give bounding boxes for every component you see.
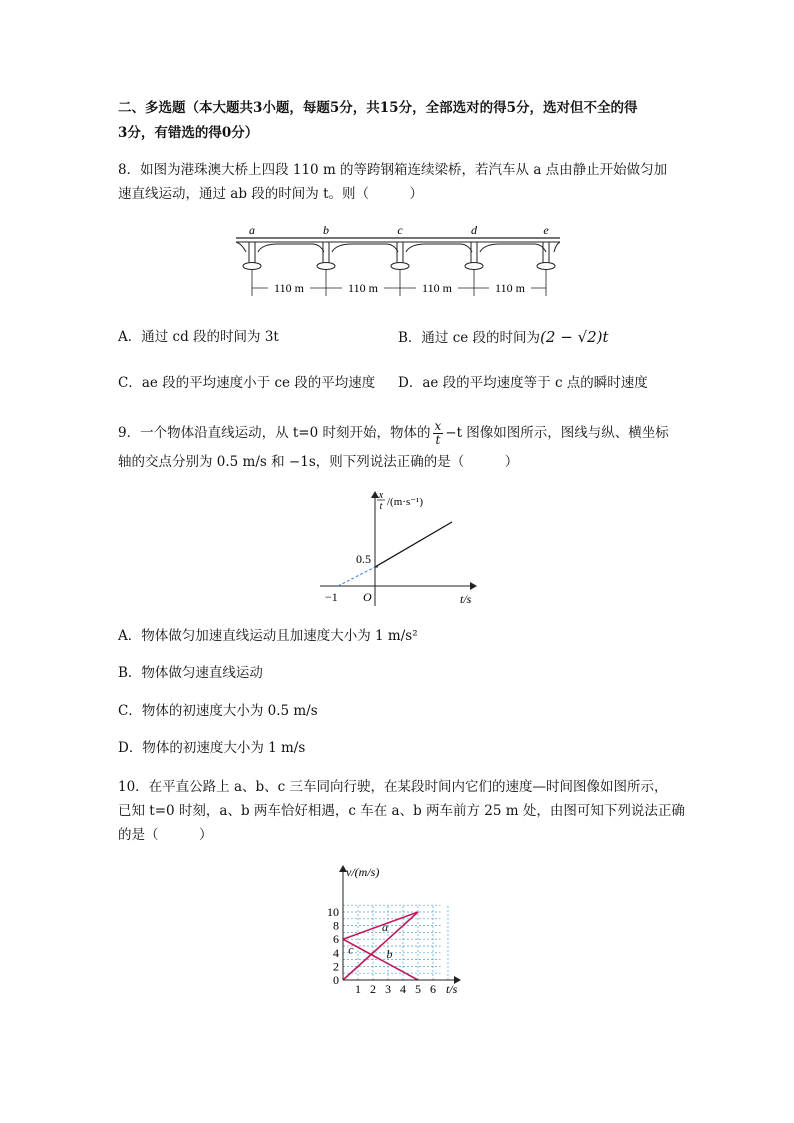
q10-stem-line3: 的是（ ） (118, 827, 213, 843)
q10-stem-line1: 10．在平直公路上 a、b、c 三车同向行驶，在某段时间内它们的速度—时间图像如图所示， (118, 779, 668, 795)
bridge-point-label: a (249, 223, 255, 237)
y-tick-label: 0 (333, 973, 339, 987)
q9-option-b: B．物体做匀速直线运动 (118, 665, 263, 681)
span-length-label: 110 m (495, 281, 525, 295)
bridge-point-label: e (543, 223, 549, 237)
span-length-label: 110 m (274, 281, 304, 295)
y-tick-label: 8 (333, 918, 339, 933)
x-tick-label: 1 (355, 982, 361, 996)
y-tick-label: 4 (333, 945, 339, 960)
q8-option-b-text: B．通过 ce 段的时间为 (398, 330, 541, 346)
q8-stem-line2: 速直线运动，通过 ab 段的时间为 t。则（ ） (118, 186, 423, 202)
extrapolated-line (338, 567, 375, 586)
ylabel-numerator: x (378, 490, 384, 501)
q8-bridge-figure (232, 222, 562, 300)
origin-label: O (363, 590, 372, 604)
x-tick-label: 5 (415, 982, 421, 996)
q10-stem-line2: 已知 t=0 时刻，a、b 两车恰好相遇，c 车在 a、b 两车前方 25 m 处，由图可知下列说法正确 (118, 803, 685, 819)
q8-option-b-math: (2 − √2)t (540, 328, 609, 346)
chart-grid (343, 905, 448, 980)
bridge-point-label: b (323, 223, 329, 237)
q9-stem-line1 (118, 420, 669, 447)
q9-stem-text: 9．一个物体沿直线运动，从 t=0 时刻开始，物体的 (118, 425, 431, 441)
q8-option-b (398, 327, 609, 348)
x-tick-label: 3 (385, 982, 391, 996)
x-tick-label: 6 (430, 982, 436, 996)
q9-fraction-numerator: x (434, 419, 442, 433)
y-tick-label: 2 (333, 959, 339, 974)
x-tick-label: 4 (400, 982, 406, 996)
x-intercept-label: −1 (325, 590, 338, 604)
y-intercept-label: 0.5 (356, 552, 371, 566)
q9-xt-graph (318, 488, 488, 608)
section-heading-line1: 二、多选题（本大题共3小题，每题5分，共15分，全部选对的得5分，选对但不全的得 (118, 100, 638, 116)
span-length-label: 110 m (422, 281, 452, 295)
section-heading-line2: 3分，有错选的得0分） (118, 125, 259, 141)
q9-option-a: A．物体做匀加速直线运动且加速度大小为 1 m/s² (118, 628, 418, 644)
series-line-a (343, 912, 418, 939)
q9-stem-text-2: −t 图像如图所示，图线与纵、横坐标 (445, 425, 669, 441)
q9-stem-line2: 轴的交点分别为 0.5 m/s 和 −1s，则下列说法正确的是（ ） (118, 454, 519, 470)
q8-stem-line1: 8．如图为港珠澳大桥上四段 110 m 的等跨钢箱连续梁桥，若汽车从 a 点由静止开始做匀加 (118, 162, 668, 178)
span-length-label: 110 m (348, 281, 378, 295)
y-tick-label: 6 (333, 932, 339, 947)
q9-option-d: D．物体的初速度大小为 1 m/s (118, 740, 306, 756)
q9-fraction-denominator: t (435, 433, 441, 447)
q8-option-a: A．通过 cd 段的时间为 3t (118, 329, 279, 345)
series-label-c: c (348, 942, 354, 957)
x-tick-label: 2 (370, 982, 376, 996)
y-tick-label: 10 (327, 905, 339, 919)
xt-line (375, 522, 452, 567)
bridge-point-label: d (471, 223, 477, 237)
ylabel-denominator: t (379, 501, 383, 512)
xlabel: t/s (460, 592, 472, 606)
bridge-point-label: c (397, 223, 403, 237)
series-label-a: a (382, 920, 388, 935)
q8-option-d: D．ae 段的平均速度等于 c 点的瞬时速度 (398, 375, 648, 391)
ylabel-unit: /(m·s⁻¹) (387, 496, 423, 508)
y-axis-label: v/(m/s) (346, 865, 380, 879)
q9-fraction (433, 420, 444, 447)
q9-option-c: C．物体的初速度大小为 0.5 m/s (118, 703, 318, 719)
series-label-b: b (386, 947, 393, 962)
x-axis-label: t/s (446, 982, 458, 996)
chart-series (343, 912, 418, 980)
q8-option-c: C．ae 段的平均速度小于 ce 段的平均速度 (118, 375, 376, 391)
q10-vt-chart (318, 862, 468, 1000)
bridge-piers (243, 242, 555, 270)
